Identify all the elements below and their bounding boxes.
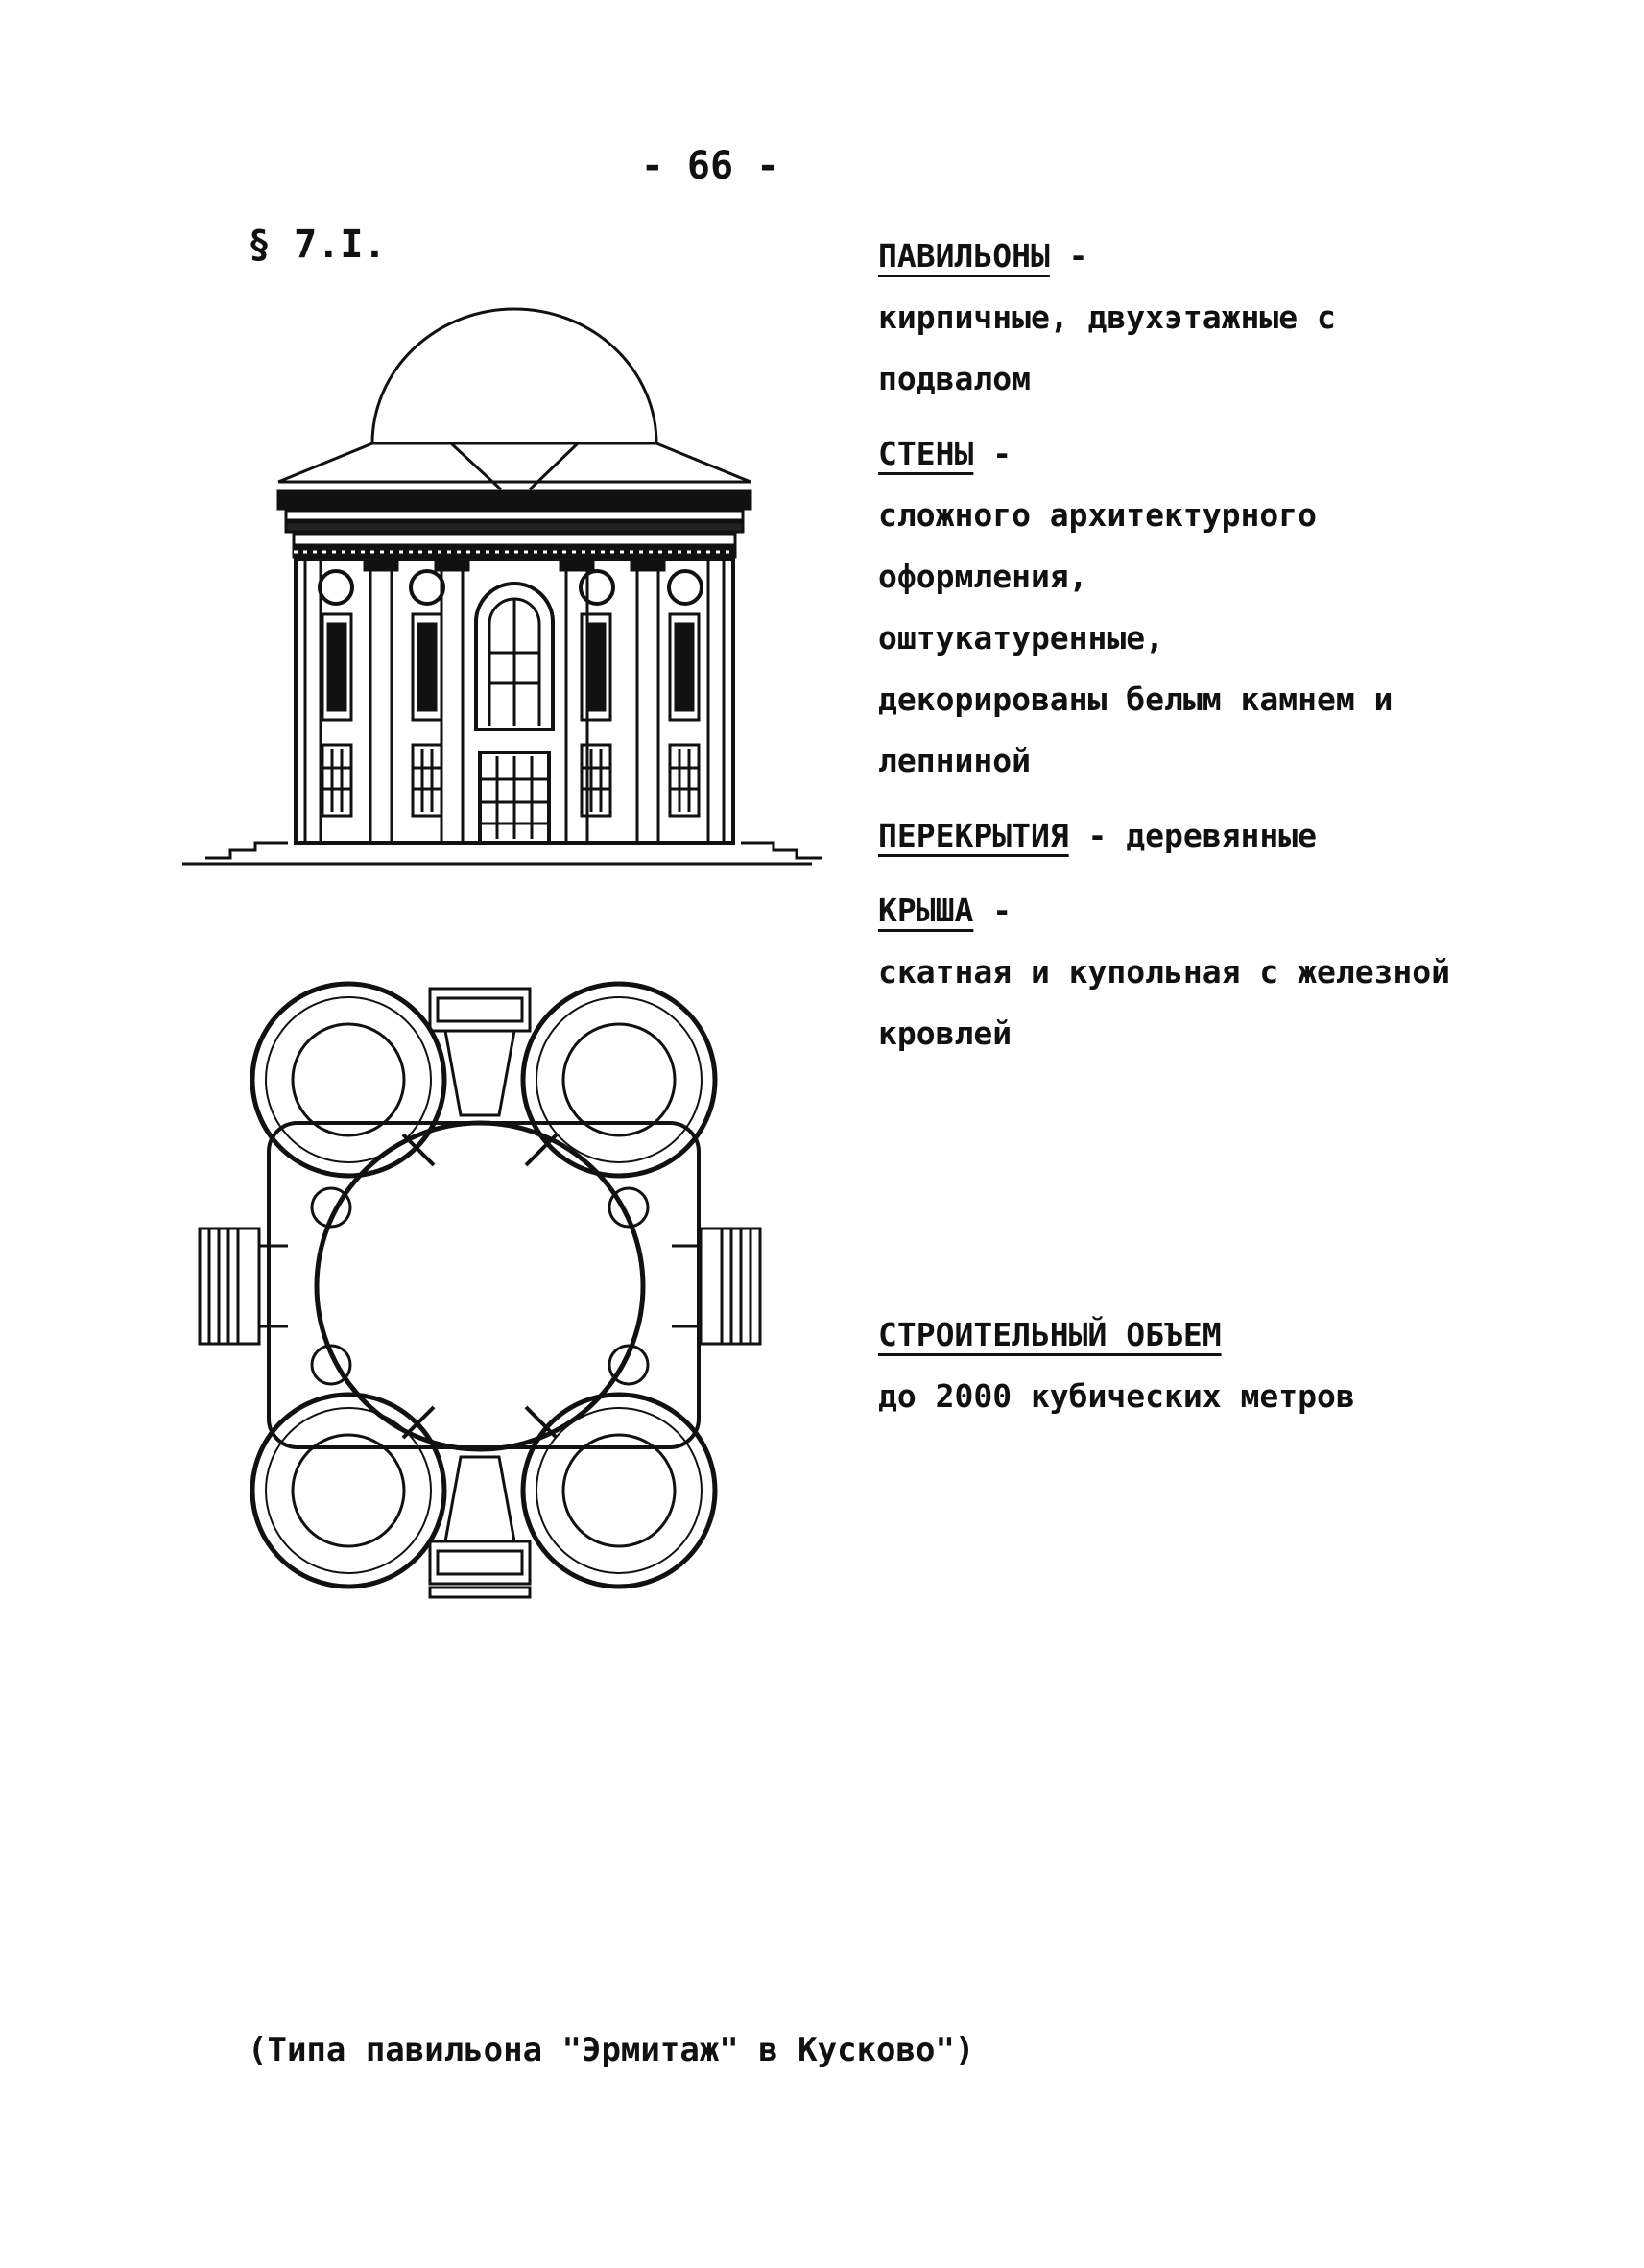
walls-text-5: лепниной xyxy=(878,742,1031,779)
roof-dash: - xyxy=(973,892,1013,929)
pavilions-text-1: кирпичные, двухэтажные с xyxy=(878,298,1336,336)
side-porticos xyxy=(200,1229,760,1344)
steps xyxy=(205,843,822,858)
pavilions-heading-line xyxy=(878,226,1608,287)
floors-heading: ПЕРЕКРЫТИЯ xyxy=(878,817,1069,854)
corner-lobes xyxy=(252,984,715,1587)
floors-line xyxy=(878,805,1608,867)
pavilions-text-2: подвалом xyxy=(878,360,1031,397)
central-hall xyxy=(317,1123,643,1449)
walls-text-1: сложного архитектурного xyxy=(878,496,1317,534)
spec-column xyxy=(878,226,1608,1427)
corner-rooms xyxy=(293,1024,675,1546)
cornice xyxy=(278,491,751,509)
volume-heading-line xyxy=(878,1304,1608,1366)
pavilions-heading: ПАВИЛЬОНЫ xyxy=(878,237,1050,275)
figure-caption: (Типа павильона "Эрмитаж" в Кусково") xyxy=(248,2031,975,2069)
dome xyxy=(372,309,656,443)
roof-slope xyxy=(278,443,751,482)
volume-heading: СТРОИТЕЛЬНЫЙ ОБЪЕМ xyxy=(878,1316,1222,1353)
floors-value: - деревянные xyxy=(1068,817,1317,854)
volume-value: до 2000 кубических метров xyxy=(878,1377,1355,1415)
walls-dash: - xyxy=(973,435,1013,472)
roof-text-1: скатная и купольная с железной xyxy=(878,953,1451,991)
upper-windows xyxy=(322,614,699,720)
walls-text-4: декорированы белым камнем и xyxy=(878,680,1394,718)
pavilions-dash: - xyxy=(1049,237,1088,275)
walls-heading: СТЕНЫ xyxy=(878,435,974,472)
walls-heading-line xyxy=(878,423,1608,485)
section-number: § 7.I. xyxy=(248,223,387,267)
roof-text-2: кровлей xyxy=(878,1015,1013,1052)
page-number: - 66 - xyxy=(640,144,780,188)
roof-heading: КРЫША xyxy=(878,892,974,929)
floor-plan-drawing xyxy=(200,984,760,1597)
roof-heading-line xyxy=(878,880,1608,942)
facade-elevation-drawing xyxy=(182,309,822,864)
walls-text-2: оформления, xyxy=(878,558,1088,595)
walls-text-3: оштукатуренные, xyxy=(878,619,1165,657)
